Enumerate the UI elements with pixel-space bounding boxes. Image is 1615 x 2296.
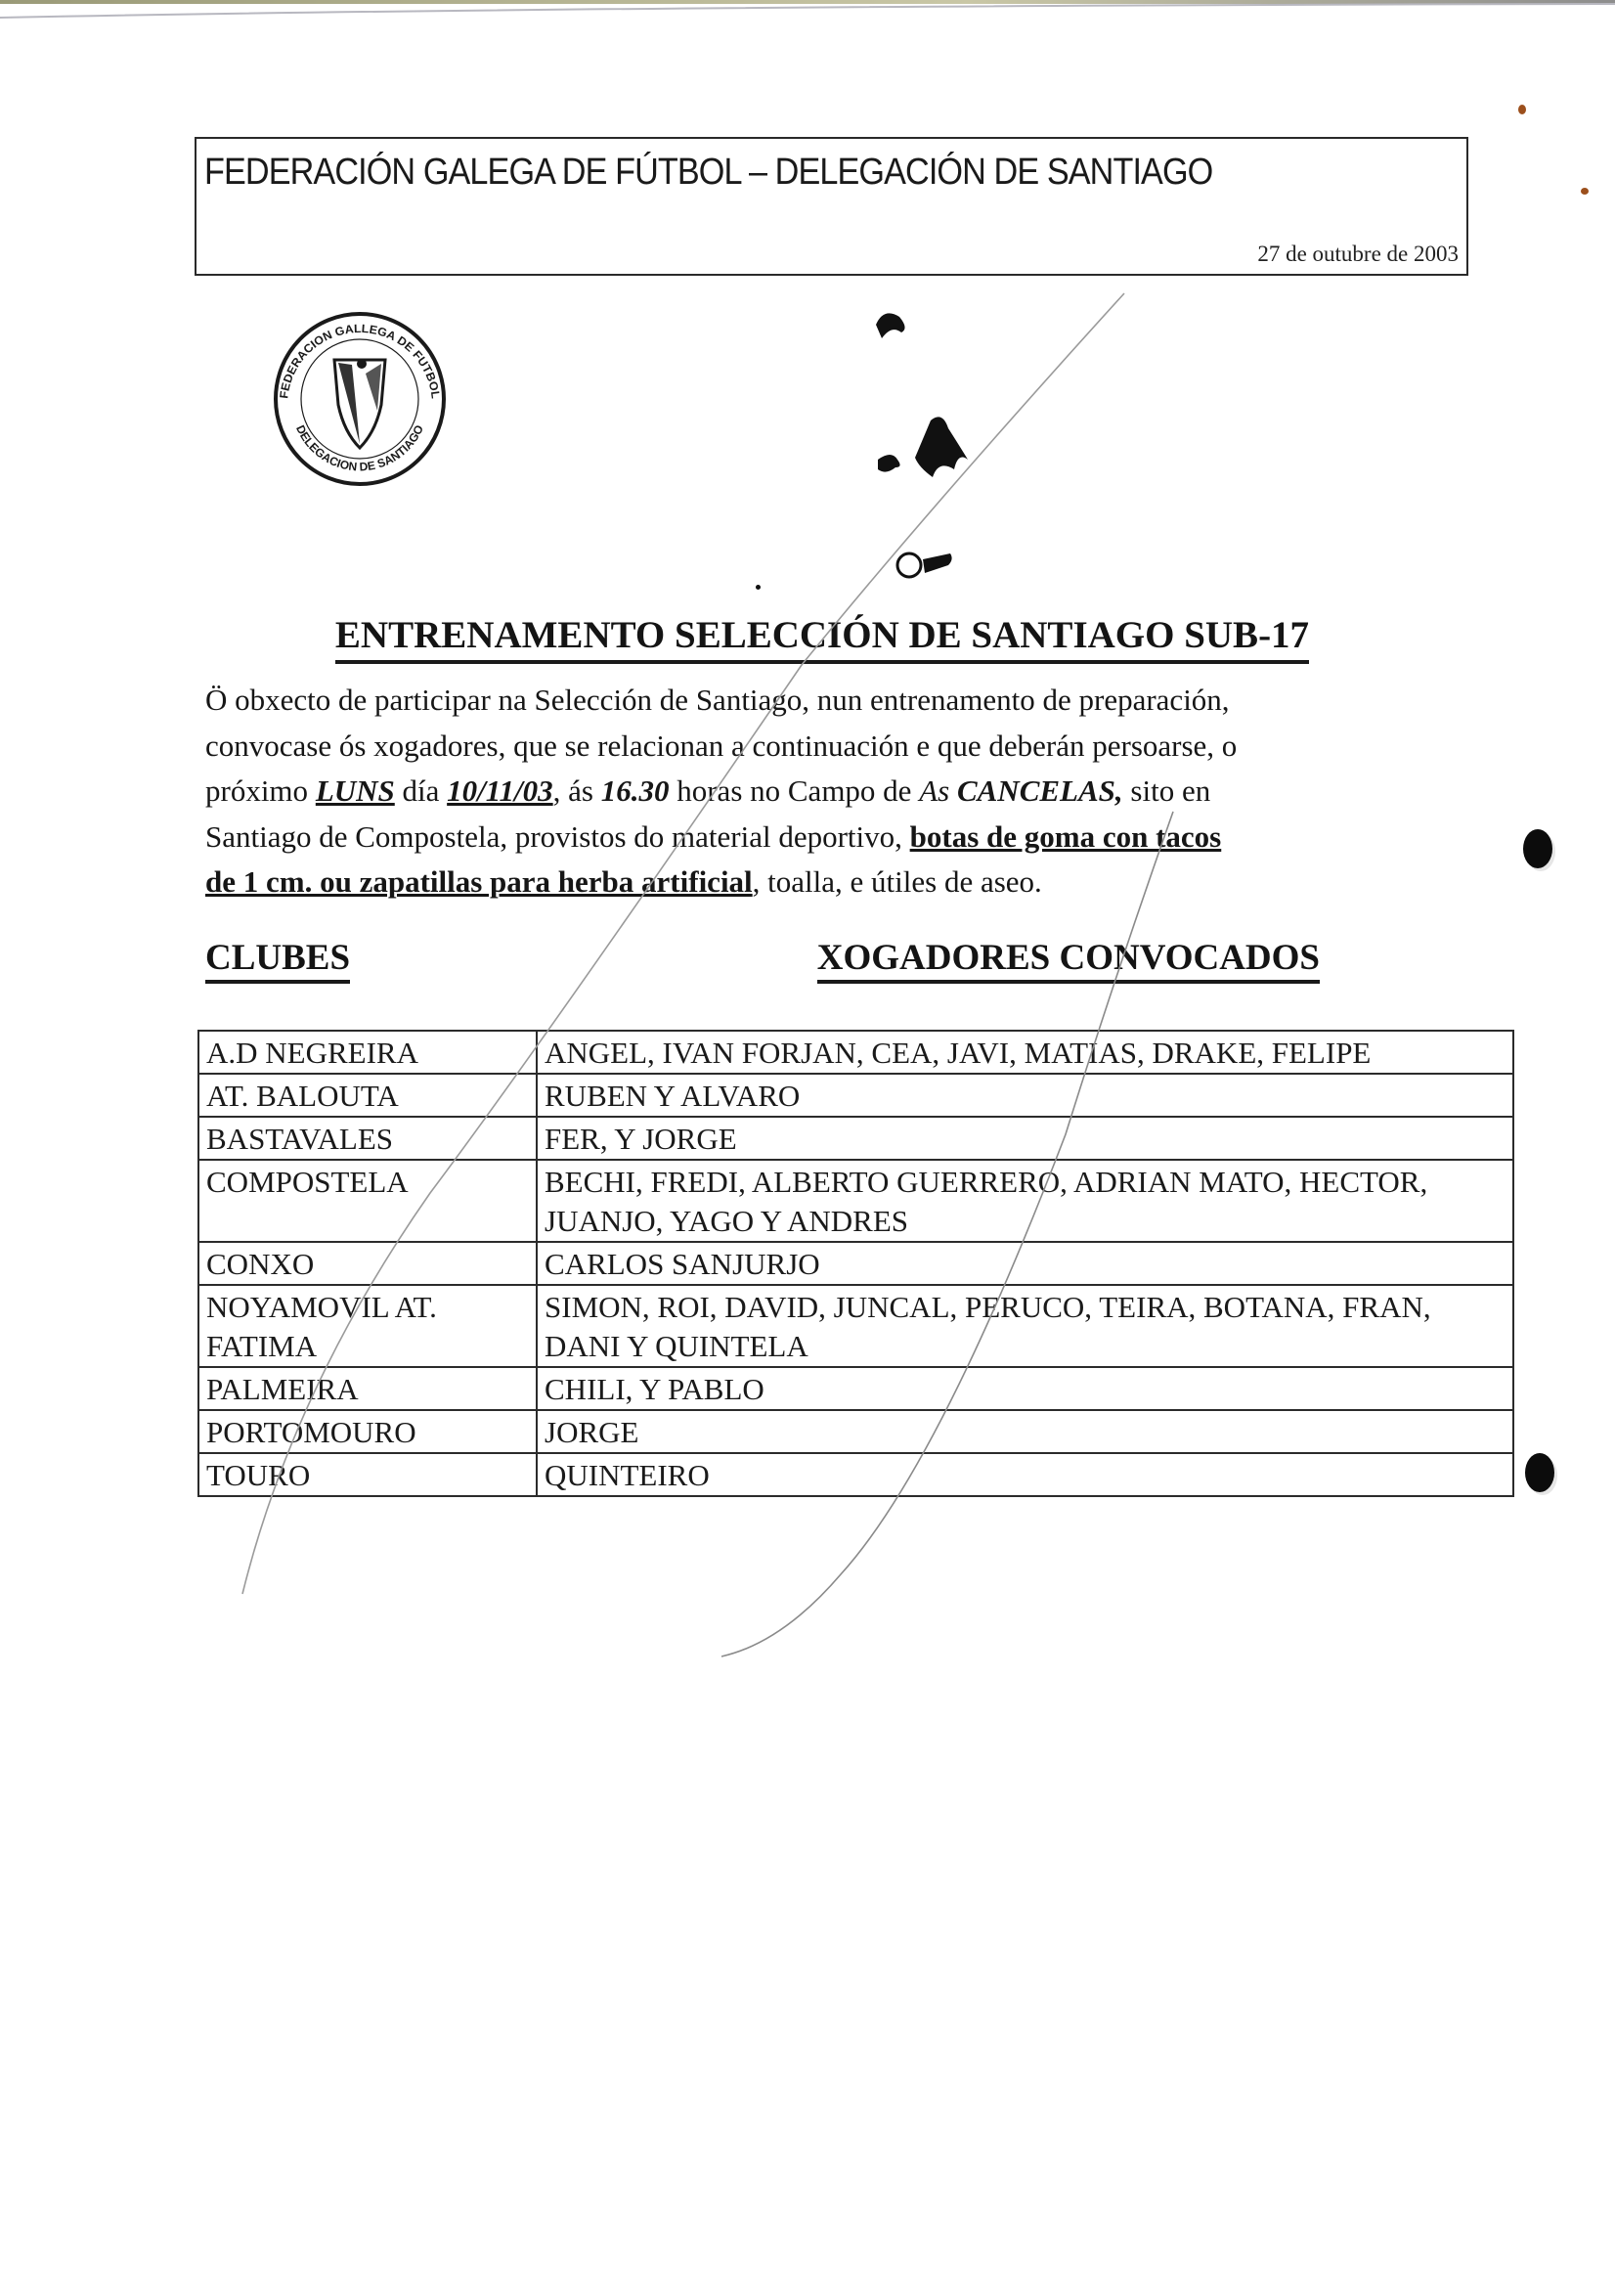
club-cell: COMPOSTELA	[198, 1160, 537, 1242]
table-row	[198, 1031, 1513, 1074]
scan-paper-curl	[0, 0, 1615, 23]
intro-line-2: convocase ós xogadores, que se relacionan a continuación e que deberán persoarse, o	[205, 728, 1238, 763]
intro-text: sito en	[1122, 773, 1211, 808]
punch-hole	[1523, 829, 1552, 868]
club-cell: TOURO	[198, 1453, 537, 1496]
table-row	[198, 1117, 1513, 1160]
players-cell: RUBEN Y ALVARO	[537, 1074, 1513, 1117]
equipment-requirement-1: botas de goma con tacos	[909, 818, 1222, 854]
intro-text: día	[394, 773, 448, 808]
table-row	[198, 1285, 1513, 1367]
intro-text: próximo	[205, 773, 316, 808]
club-cell: BASTAVALES	[198, 1117, 537, 1160]
training-venue: CANCELAS,	[956, 773, 1123, 808]
players-table	[197, 1030, 1514, 1497]
intro-text: , toalla, e útiles de aseo.	[752, 864, 1042, 899]
players-cell: CARLOS SANJURJO	[537, 1242, 1513, 1285]
intro-line-3	[205, 769, 1515, 815]
intro-line-5	[205, 860, 1515, 905]
football-player-clipart-icon	[860, 303, 978, 587]
players-cell: BECHI, FREDI, ALBERTO GUERRERO, ADRIAN MATO, HECTOR, JUANJO, YAGO Y ANDRES	[537, 1160, 1513, 1242]
players-cell: JORGE	[537, 1410, 1513, 1453]
training-date: 10/11/03	[447, 773, 553, 808]
players-cell: FER, Y JORGE	[537, 1117, 1513, 1160]
letterhead-title: FEDERACIÓN GALEGA DE FÚTBOL – DELEGACIÓN DE SANTIAGO	[204, 152, 1213, 193]
column-heading-players: XOGADORES CONVOCADOS	[817, 937, 1320, 984]
intro-line-1: Ö obxecto de participar na Selección de Santiago, nun entrenamento de preparación,	[205, 683, 1230, 717]
letterhead-box	[195, 137, 1468, 276]
training-time: 16.30	[600, 773, 670, 808]
punch-hole	[1525, 1453, 1554, 1492]
club-cell: NOYAMOVIL AT. FATIMA	[198, 1285, 537, 1367]
table-row	[198, 1242, 1513, 1285]
players-cell: SIMON, ROI, DAVID, JUNCAL, PERUCO, TEIRA, BOTANA, FRAN, DANI Y QUINTELA	[537, 1285, 1513, 1367]
rust-stain	[1518, 105, 1526, 114]
table-row	[198, 1367, 1513, 1410]
equipment-requirement-2: de 1 cm. ou zapatillas para herba artificial	[205, 864, 753, 899]
document-title-wrapper	[0, 612, 1615, 664]
training-day: LUNS	[315, 773, 395, 808]
club-cell: PALMEIRA	[198, 1367, 537, 1410]
club-cell: A.D NEGREIRA	[198, 1031, 537, 1074]
ink-speck	[756, 585, 761, 590]
emblem-bottom-text: DELEGACION DE SANTIAGO	[293, 422, 426, 474]
document-title: ENTRENAMENTO SELECCIÓN DE SANTIAGO SUB-17	[335, 612, 1309, 664]
table-row	[198, 1453, 1513, 1496]
rust-stain	[1581, 188, 1589, 195]
players-cell: QUINTEIRO	[537, 1453, 1513, 1496]
column-headings	[205, 937, 1515, 984]
column-heading-clubs: CLUBES	[205, 937, 350, 984]
intro-text: horas no Campo de	[669, 773, 920, 808]
venue-prefix: As	[919, 773, 957, 808]
table-row	[198, 1410, 1513, 1453]
players-cell: ANGEL, IVAN FORJAN, CEA, JAVI, MATIAS, DRAKE, FELIPE	[537, 1031, 1513, 1074]
club-cell: AT. BALOUTA	[198, 1074, 537, 1117]
intro-text: , ás	[552, 773, 601, 808]
players-cell: CHILI, Y PABLO	[537, 1367, 1513, 1410]
table-row	[198, 1074, 1513, 1117]
club-cell: PORTOMOURO	[198, 1410, 537, 1453]
federation-emblem-icon	[272, 311, 448, 487]
intro-line-4	[205, 815, 1515, 861]
intro-paragraph	[205, 678, 1515, 905]
document-date: 27 de outubre de 2003	[1257, 242, 1459, 266]
intro-text: Santiago de Compostela, provistos do material deportivo,	[205, 818, 910, 854]
club-cell: CONXO	[198, 1242, 537, 1285]
emblem-top-text: FEDERACION GALLEGA DE FUTBOL	[277, 321, 443, 400]
table-row	[198, 1160, 1513, 1242]
